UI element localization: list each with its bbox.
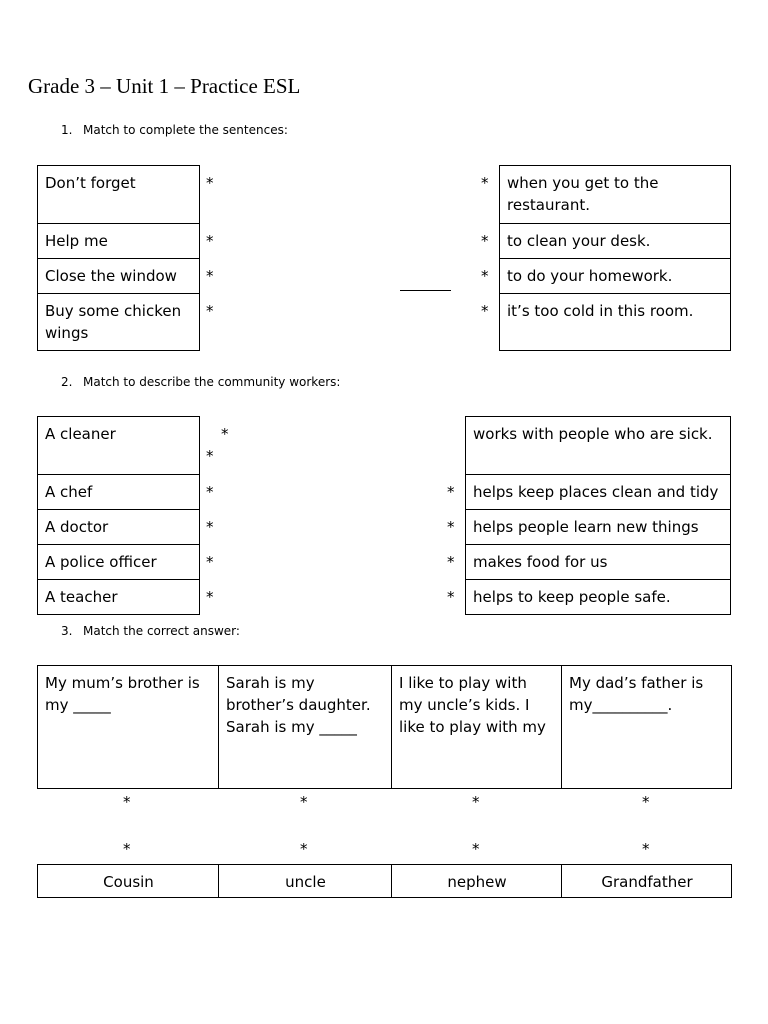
section2-right-cell: helps keep places clean and tidy	[466, 475, 731, 510]
section3-question-cell: Sarah is my brother’s daughter. Sarah is my _____	[219, 666, 392, 789]
match-dot[interactable]: *	[472, 840, 480, 858]
section3-question-cell: My dad’s father is my__________.	[562, 666, 732, 789]
section1-left-cell: Close the window	[38, 259, 200, 294]
section2-right-cell: helps people learn new things	[466, 510, 731, 545]
section2-right-cell: makes food for us	[466, 545, 731, 580]
match-dot[interactable]: *	[481, 174, 489, 192]
match-dot[interactable]: *	[206, 174, 214, 192]
match-dot[interactable]: *	[206, 232, 214, 250]
match-dot[interactable]: *	[206, 483, 214, 501]
section1-left-cell: Don’t forget	[38, 166, 200, 224]
page-title: Grade 3 – Unit 1 – Practice ESL	[28, 74, 301, 98]
section2-left-cell: A police officer	[38, 545, 200, 580]
match-dot[interactable]: *	[642, 840, 650, 858]
section2-right-table	[465, 416, 731, 615]
section2-right-cell: helps to keep people safe.	[466, 580, 731, 615]
section3-answer-cell: nephew	[392, 865, 562, 898]
match-dot[interactable]: *	[206, 553, 214, 571]
section3-question-cell: My mum’s brother is my _____	[38, 666, 219, 789]
stray-line	[400, 290, 451, 291]
section1-right-table	[499, 165, 731, 351]
section1-left-cell: Help me	[38, 224, 200, 259]
section2-right-cell: works with people who are sick.	[466, 417, 731, 475]
match-dot[interactable]: *	[206, 588, 214, 606]
section3-instruction	[61, 624, 240, 638]
match-dot[interactable]: *	[221, 425, 229, 443]
section1-left-cell: Buy some chicken wings	[38, 294, 200, 351]
match-dot[interactable]: *	[481, 232, 489, 250]
section1-right-cell: when you get to the restaurant.	[500, 166, 731, 224]
section3-question-table	[37, 665, 732, 789]
section3-answer-cell: uncle	[219, 865, 392, 898]
match-dot[interactable]: *	[123, 840, 131, 858]
match-dot[interactable]: *	[472, 793, 480, 811]
section3-answer-cell: Cousin	[38, 865, 219, 898]
match-dot[interactable]: *	[300, 840, 308, 858]
match-dot[interactable]: *	[447, 518, 455, 536]
section2-left-table	[37, 416, 200, 615]
match-dot[interactable]: *	[206, 447, 214, 465]
match-dot[interactable]: *	[481, 302, 489, 320]
section1-right-cell: it’s too cold in this room.	[500, 294, 731, 351]
match-dot[interactable]: *	[447, 483, 455, 501]
match-dot[interactable]: *	[123, 793, 131, 811]
section2-left-cell: A chef	[38, 475, 200, 510]
match-dot[interactable]: *	[300, 793, 308, 811]
section2-left-cell: A doctor	[38, 510, 200, 545]
section2-left-cell: A cleaner	[38, 417, 200, 475]
section3-answer-cell: Grandfather	[562, 865, 732, 898]
section1-right-cell: to do your homework.	[500, 259, 731, 294]
match-dot[interactable]: *	[447, 588, 455, 606]
match-dot[interactable]: *	[481, 267, 489, 285]
match-dot[interactable]: *	[206, 518, 214, 536]
section2-instruction-text: Match to describe the community workers:	[83, 375, 341, 389]
section2-left-cell: A teacher	[38, 580, 200, 615]
section3-question-cell: I like to play with my uncle’s kids. I like to play with my	[392, 666, 562, 789]
section2-instruction	[61, 375, 340, 389]
section1-right-cell: to clean your desk.	[500, 224, 731, 259]
section3-number: 3.	[61, 624, 73, 638]
section1-instruction	[61, 123, 288, 137]
section3-answer-table	[37, 864, 732, 898]
match-dot[interactable]: *	[447, 553, 455, 571]
section2-number: 2.	[61, 375, 73, 389]
section1-number: 1.	[61, 123, 73, 137]
match-dot[interactable]: *	[642, 793, 650, 811]
match-dot[interactable]: *	[206, 267, 214, 285]
section1-left-table	[37, 165, 200, 351]
match-dot[interactable]: *	[206, 302, 214, 320]
section3-instruction-text: Match the correct answer:	[83, 624, 240, 638]
section1-instruction-text: Match to complete the sentences:	[83, 123, 288, 137]
